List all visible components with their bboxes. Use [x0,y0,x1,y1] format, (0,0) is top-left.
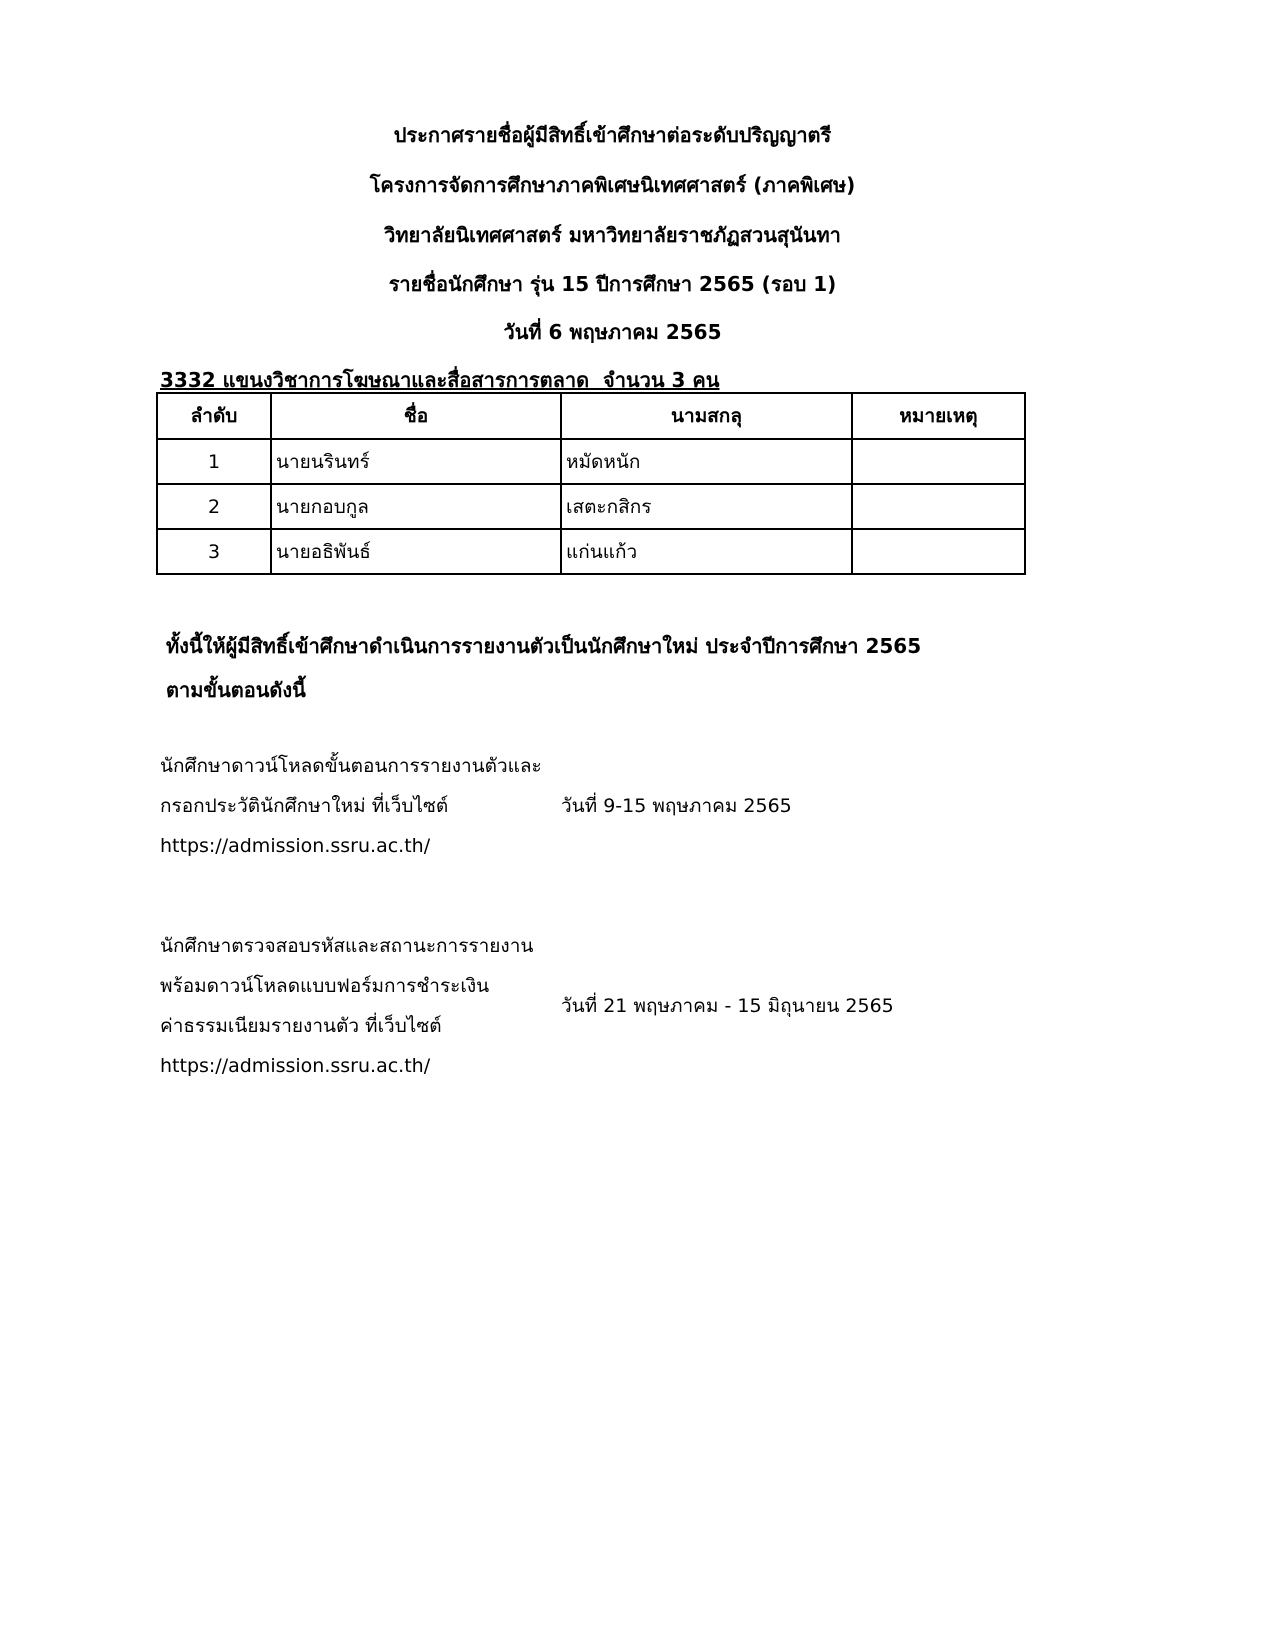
column-header-remark: หมายเหตุ [852,393,1025,439]
step-line: ค่าธรรมเนียมรายงานตัว ที่เว็บไซต์ [160,1015,442,1037]
instruction-subtext: ตามขั้นตอนดังนี้ [166,678,306,702]
announcement-title: ประกาศรายชื่อผู้มีสิทธิ์เข้าศึกษาต่อระดับปริญญาตรี [393,123,832,147]
step-line: พร้อมดาวน์โหลดแบบฟอร์มการชำระเงิน [160,975,490,997]
website-url: https://admission.ssru.ac.th/ [160,835,431,857]
announcement-date: วันที่ 6 พฤษภาคม 2565 [503,320,722,344]
row-remark [852,439,1025,484]
row-order: 2 [157,484,271,529]
website-url: https://admission.ssru.ac.th/ [160,1055,431,1077]
student-table [156,392,1026,575]
column-header-name: ชื่อ [271,393,561,439]
step-line: กรอกประวัตินักศึกษาใหม่ ที่เว็บไซต์ [160,795,449,817]
institution-name: วิทยาลัยนิเทศศาสตร์ มหาวิทยาลัยราชภัฏสวนสุนันทา [384,223,841,247]
column-header-surname: นามสกลุ [561,393,852,439]
row-remark [852,529,1025,574]
step-line: นักศึกษาตรวจสอบรหัสและสถานะการรายงาน [160,935,534,957]
step-description [160,926,533,1086]
row-name: นายอธิพันธ์ [271,529,561,574]
step-description [160,746,542,866]
row-order: 1 [157,439,271,484]
row-order: 3 [157,529,271,574]
row-surname: หมัดหนัก [561,439,852,484]
table-row [157,439,1025,484]
step-line: นักศึกษาดาวน์โหลดขั้นตอนการรายงานตัวและ [160,755,542,777]
row-surname: แก่นแก้ว [561,529,852,574]
step-date: วันที่ 9-15 พฤษภาคม 2565 [561,795,792,817]
instruction-text: ทั้งนี้ให้ผู้มีสิทธิ์เข้าศึกษาดำเนินการรายงานตัวเป็นนักศึกษาใหม่ ประจำปีการศึกษา 2565 [166,634,922,658]
table-header-row [157,393,1025,439]
column-header-order: ลำดับ [157,393,271,439]
row-remark [852,484,1025,529]
step-date: วันที่ 21 พฤษภาคม - 15 มิถุนายน 2565 [561,995,894,1017]
row-surname: เสตะกสิกร [561,484,852,529]
row-name: นายกอบกูล [271,484,561,529]
major-heading: 3332 แขนงวิชาการโฆษณาและสื่อสารการตลาด จำนวน 3 คน [160,368,720,392]
row-name: นายนรินทร์ [271,439,561,484]
table-row [157,529,1025,574]
table-row [157,484,1025,529]
student-batch: รายชื่อนักศึกษา รุ่น 15 ปีการศึกษา 2565 (รอบ 1) [388,272,837,296]
program-name: โครงการจัดการศึกษาภาคพิเศษนิเทศศาสตร์ (ภาคพิเศษ) [369,173,856,197]
